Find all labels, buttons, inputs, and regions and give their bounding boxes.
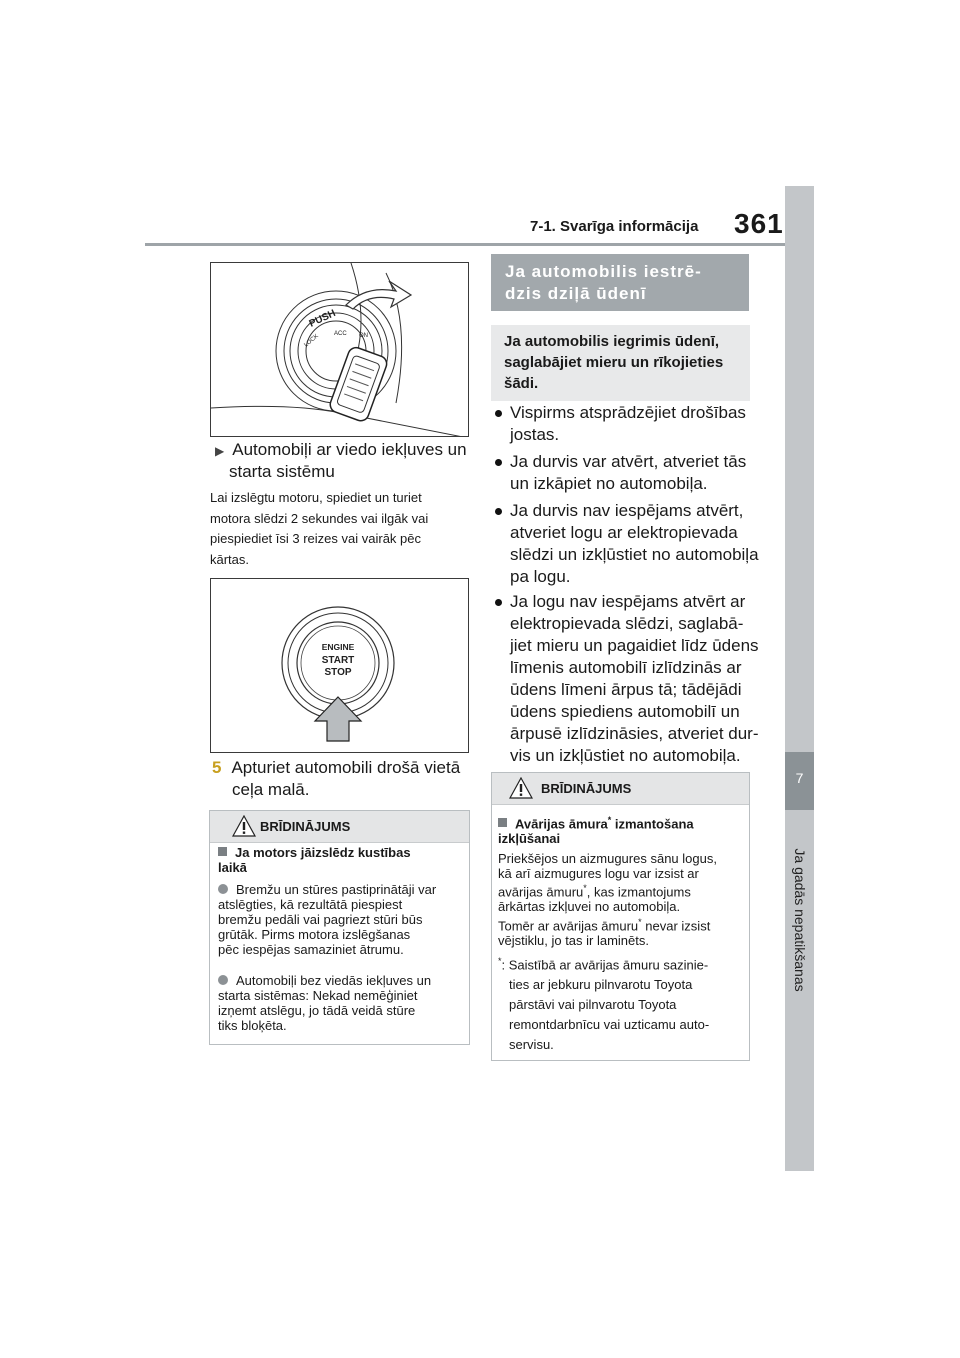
engine-button-drawing bbox=[211, 579, 468, 752]
warning-title: BRĪDINĀJUMS bbox=[260, 819, 351, 834]
bullet-dot-icon bbox=[495, 599, 502, 606]
warning-paragraph-1: Priekšējos un aizmugures sānu logus, kā arī aizmugures logu var izsist ar avārijas āmuru*, kas izmantojums ārkārtas izkļuvei no automobiļa. bbox=[498, 851, 717, 915]
step-5-line2: ceļa malā. bbox=[232, 780, 310, 799]
bullet-3: Ja durvis nav iespējams atvērt, atveriet logu ar elektropievada slēdzi un izkļūstiet no automobiļa pa logu. bbox=[510, 501, 759, 586]
acc-label: ACC bbox=[334, 331, 347, 337]
warning-footnote: *: Saistībā ar avārijas āmuru sazinie- ties ar jebkuru pilnvarotu Toyota pārstāvi vai pilnvarotu Toyota remontdarbnīcu vai uzticamu auto- servisu. bbox=[498, 956, 710, 1053]
warning-title: BRĪDINĀJUMS bbox=[541, 781, 632, 796]
warning-subheading: Avārijas āmura* izmantošana izkļūšanai bbox=[498, 815, 694, 847]
start-label: START bbox=[321, 655, 355, 666]
chapter-title: Ja gadās nepatikšanas bbox=[792, 848, 808, 992]
step-5: 5 Apturiet automobili drošā vietā bbox=[212, 758, 461, 777]
square-bullet-icon bbox=[498, 818, 507, 827]
bullet-dot-icon bbox=[495, 508, 502, 515]
triangle-marker-icon: ▶ bbox=[215, 444, 225, 458]
engine-stop-paragraph: Lai izslēgtu motoru, spiediet un turiet motora slēdzi 2 sekundes vai ilgāk vai piespiediet īsi 3 reizes vai vairāk pēc kārtas. bbox=[210, 490, 429, 567]
push-label: PUSH bbox=[307, 308, 338, 330]
stop-label: STOP bbox=[324, 667, 352, 678]
warning-box-engine-stop bbox=[209, 810, 470, 1045]
lock-label: LOCK bbox=[303, 333, 320, 349]
key-ignition-illustration bbox=[210, 262, 469, 437]
warning-subheading: Ja motors jāizslēdz kustības laikā bbox=[218, 845, 411, 875]
chapter-side-tab bbox=[785, 186, 814, 1171]
section-banner: Ja automobilis iestrē- dzis dziļā ūdenī bbox=[491, 254, 749, 311]
subsection-heading-line2: starta sistēmu bbox=[229, 462, 335, 481]
header-divider bbox=[145, 243, 785, 246]
circle-bullet-icon bbox=[218, 975, 228, 985]
chapter-number: 7 bbox=[795, 770, 804, 786]
bullet-dot-icon bbox=[495, 410, 502, 417]
warning-paragraph-2: Tomēr ar avārijas āmuru* nevar izsist vējstiklu, jo tas ir laminēts. bbox=[498, 917, 711, 949]
section-title: 7-1. Svarīga informācija bbox=[530, 218, 699, 235]
intro-box: Ja automobilis iegrimis ūdenī, saglabājiet mieru un rīkojieties šādi. bbox=[491, 325, 750, 401]
engine-button-illustration bbox=[210, 578, 469, 753]
warning-triangle-icon bbox=[232, 815, 256, 837]
warning-header bbox=[492, 773, 749, 805]
bullet-4: Ja logu nav iespējams atvērt ar elektropievada slēdzi, saglabā- jiet mieru un pagaidiet līdz ūdens līmenis automobilī izlīdzinās ar ūdens līmeni ārpus tā; tādējādi ūdens spiediens automobilī un ārpusē izlīdzināsies, atveriet dur- vis un izkļūstiet no automobiļa. bbox=[510, 592, 759, 765]
warning-triangle-icon bbox=[509, 777, 533, 799]
square-bullet-icon bbox=[218, 847, 227, 856]
warning-box-emergency-hammer bbox=[491, 772, 750, 1061]
warning-item-2: Automobiļi bez viedās iekļuves un starta sistēmas: Nekad nemēģiniet izņemt atslēgu, jo tādā veidā stūre tiks bloķēta. bbox=[218, 973, 432, 1033]
warning-item-1: Bremžu un stūres pastiprinātāji var atslēgties, kā rezultātā piespiest bremžu pedāli vai pagriezt stūri būs grūtāk. Pirms motora izslēgšanas pēc iespējas samaziniet ātrumu. bbox=[218, 882, 437, 957]
circle-bullet-icon bbox=[218, 884, 228, 894]
key-ignition-drawing bbox=[211, 263, 468, 436]
bullet-dot-icon bbox=[495, 459, 502, 466]
bullet-2: Ja durvis var atvērt, atveriet tās un izkāpiet no automobiļa. bbox=[510, 452, 747, 493]
warning-header bbox=[210, 811, 469, 843]
page-number: 361 bbox=[734, 208, 784, 239]
bullet-1: Vispirms atsprādzējiet drošības jostas. bbox=[510, 403, 746, 444]
on-label: ON bbox=[359, 333, 368, 339]
step-number: 5 bbox=[212, 758, 222, 777]
engine-label: ENGINE bbox=[321, 642, 355, 652]
subsection-heading: ▶ Automobiļi ar viedo iekļuves un bbox=[215, 440, 467, 459]
